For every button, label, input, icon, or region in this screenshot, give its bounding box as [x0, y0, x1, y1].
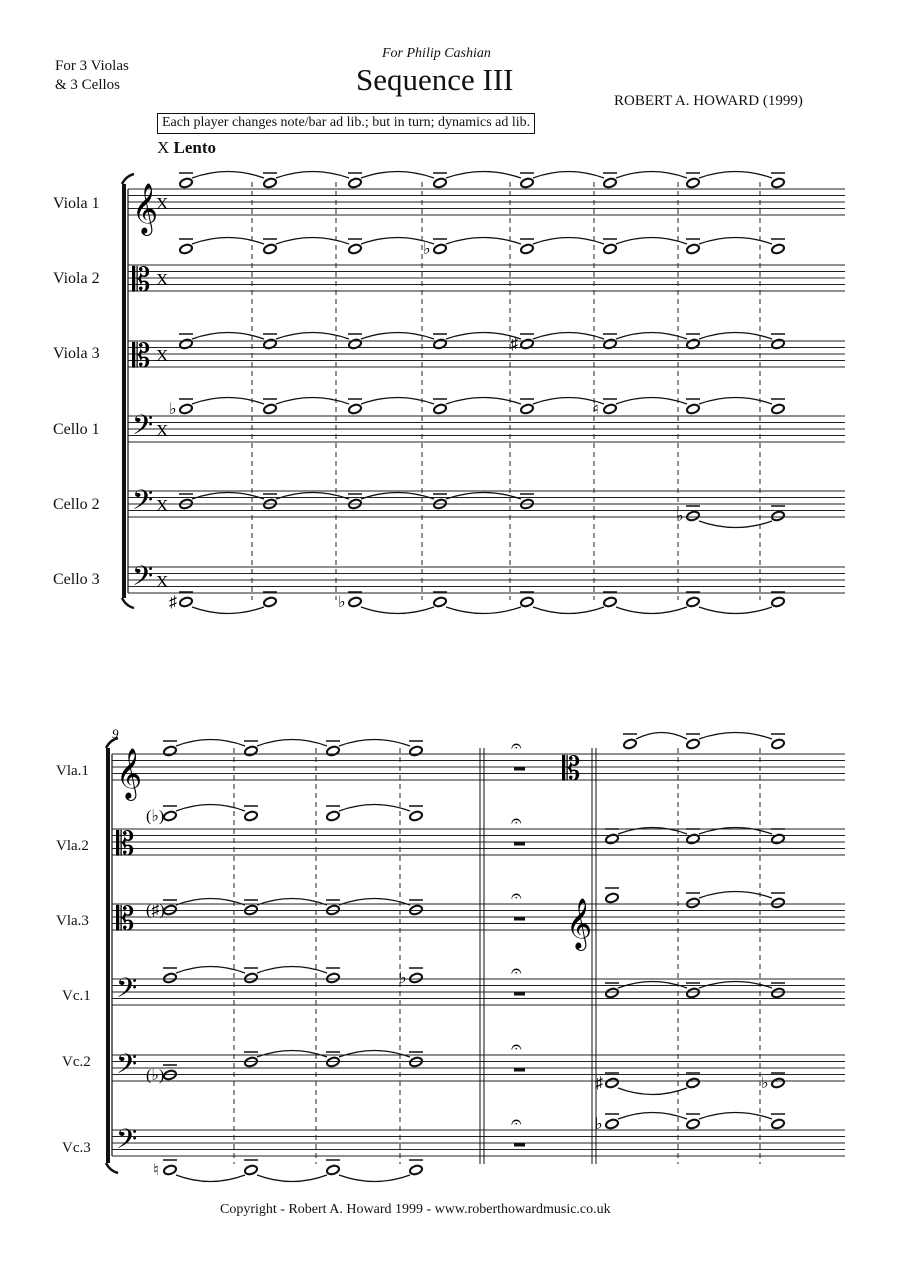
whole-note [686, 897, 700, 908]
fermata-icon: 𝄐 [511, 961, 522, 982]
sharp-icon: ♯ [595, 1075, 603, 1092]
system-2 [106, 733, 845, 1182]
tie-slur [339, 805, 410, 812]
tie-slur [276, 238, 349, 245]
whole-note [603, 403, 617, 414]
whole-note [433, 596, 447, 607]
sharp-icon: ♯ [169, 594, 177, 611]
whole-note [163, 745, 177, 756]
whole-note [603, 338, 617, 349]
whole-note [686, 833, 700, 844]
tie-slur [446, 607, 521, 614]
whole-note [326, 972, 340, 983]
whole-note [771, 987, 785, 998]
whole-note [179, 243, 193, 254]
whole-note [686, 987, 700, 998]
alto-clef-icon: 𝄡 [562, 752, 581, 788]
whole-note [326, 810, 340, 821]
whole-note [603, 177, 617, 188]
whole-note [605, 1118, 619, 1129]
beat-marker-x: X [156, 496, 169, 515]
whole-note [686, 243, 700, 254]
whole-note [605, 1077, 619, 1088]
bracket-hook [122, 174, 134, 184]
tie-slur [616, 238, 687, 245]
beat-marker-x: X [156, 194, 169, 213]
whole-note [433, 243, 447, 254]
alto-clef-icon: 𝄡 [132, 339, 151, 375]
tie-slur [618, 982, 687, 989]
tie-slur [192, 398, 264, 405]
whole-rest [514, 1068, 525, 1072]
sharp-icon: (♯) [146, 902, 165, 919]
whole-note [179, 596, 193, 607]
tie-slur [192, 493, 264, 500]
tie-slur [176, 967, 245, 974]
instrument-label-cello-1: Cello 1 [53, 421, 100, 438]
tie-slur [533, 333, 604, 340]
beat-marker-x: X [156, 346, 169, 365]
whole-note [179, 177, 193, 188]
whole-note [433, 338, 447, 349]
whole-note [348, 243, 362, 254]
instrument-label-viola-2: Viola 2 [53, 270, 100, 287]
tie-slur [276, 493, 349, 500]
tie-slur [361, 493, 434, 500]
natural-icon: ♮ [153, 1162, 159, 1179]
whole-note [244, 745, 258, 756]
fermata-icon: 𝄐 [511, 736, 522, 757]
whole-note [433, 403, 447, 414]
whole-note [623, 738, 637, 749]
whole-note [686, 1118, 700, 1129]
whole-note [244, 972, 258, 983]
whole-note [409, 972, 423, 983]
tie-slur [257, 740, 327, 747]
tie-slur [699, 828, 772, 835]
whole-note [771, 833, 785, 844]
tie-slur [636, 733, 687, 740]
measure-number: 9 [112, 726, 119, 741]
whole-note [686, 510, 700, 521]
whole-note [263, 243, 277, 254]
tie-slur [361, 607, 434, 614]
tie-slur [533, 172, 604, 179]
whole-note [244, 1056, 258, 1067]
whole-note [605, 833, 619, 844]
whole-note [348, 177, 362, 188]
copyright-notice: Copyright - Robert A. Howard 1999 - www.roberthowardmusic.co.uk [220, 1202, 611, 1217]
alto-clef-icon: 𝄡 [116, 902, 135, 938]
whole-note [179, 338, 193, 349]
whole-rest [514, 767, 525, 771]
alto-clef-icon: 𝄡 [116, 827, 135, 863]
tie-slur [276, 172, 349, 179]
whole-note [409, 745, 423, 756]
whole-rest [514, 992, 525, 996]
tie-slur [616, 172, 687, 179]
whole-note [771, 403, 785, 414]
whole-note [348, 403, 362, 414]
whole-note [244, 904, 258, 915]
whole-note [409, 810, 423, 821]
flat-icon: ♭ [761, 1075, 769, 1092]
whole-note [520, 403, 534, 414]
tie-slur [618, 1088, 687, 1095]
fermata-icon: 𝄐 [511, 1112, 522, 1133]
tie-slur [446, 172, 521, 179]
whole-note [409, 1164, 423, 1175]
whole-note [686, 1077, 700, 1088]
whole-note [179, 403, 193, 414]
whole-note [771, 897, 785, 908]
dedication: For Philip Cashian [382, 46, 491, 61]
instrument-label-viola-3: Viola 3 [53, 345, 100, 362]
tie-slur [339, 1051, 410, 1058]
whole-note [244, 810, 258, 821]
whole-note [605, 987, 619, 998]
tie-slur [276, 398, 349, 405]
tie-slur [699, 1113, 772, 1120]
whole-note [520, 177, 534, 188]
whole-note [771, 338, 785, 349]
whole-note [263, 338, 277, 349]
whole-note [771, 1077, 785, 1088]
tie-slur [176, 805, 245, 812]
tie-slur [533, 607, 604, 614]
composer-credit: ROBERT A. HOWARD (1999) [614, 93, 803, 109]
bass-clef-icon: 𝄢 [132, 562, 154, 599]
tie-slur [361, 333, 434, 340]
whole-note [686, 403, 700, 414]
piece-title: Sequence III [356, 62, 514, 97]
natural-icon: ♮ [593, 401, 599, 418]
treble-clef-icon: 𝄞 [116, 749, 143, 798]
whole-note [520, 338, 534, 349]
whole-note [433, 177, 447, 188]
instrument-label-cello-3: Cello 3 [53, 571, 100, 588]
tie-slur [618, 828, 687, 835]
tie-slur [699, 172, 772, 179]
instrument-label-viola-1: Viola 1 [53, 195, 100, 212]
tie-slur [192, 333, 264, 340]
whole-note [348, 596, 362, 607]
tie-slur [176, 740, 245, 747]
flat-icon: ♭ [338, 594, 346, 611]
tie-slur [699, 238, 772, 245]
whole-note [409, 1056, 423, 1067]
tie-slur [192, 172, 264, 179]
whole-note [520, 243, 534, 254]
tie-slur [618, 1113, 687, 1120]
instrument-label-vla-3: Vla.3 [56, 913, 89, 929]
whole-note [163, 1164, 177, 1175]
beat-marker-x: X [156, 421, 169, 440]
whole-note [771, 510, 785, 521]
whole-note [163, 972, 177, 983]
whole-note [771, 596, 785, 607]
flat-icon: ♭ [423, 241, 431, 258]
instrument-label-vla-2: Vla.2 [56, 838, 89, 854]
tie-slur [699, 733, 772, 740]
flat-icon: (♭) [146, 808, 165, 825]
tie-slur [176, 1175, 245, 1182]
whole-note [686, 738, 700, 749]
whole-note [603, 243, 617, 254]
instrumentation-line-2: & 3 Cellos [55, 77, 121, 93]
flat-icon: ♭ [169, 401, 177, 418]
instrument-label-cello-2: Cello 2 [53, 496, 100, 513]
bass-clef-icon: 𝄢 [116, 974, 138, 1011]
whole-note [771, 177, 785, 188]
flat-icon: ♭ [676, 508, 684, 525]
bracket-hook [122, 598, 134, 608]
performance-instruction: Each player changes note/bar ad lib.; but in turn; dynamics ad lib. [157, 113, 535, 134]
flat-icon: ♭ [595, 1116, 603, 1133]
tie-slur [339, 740, 410, 747]
whole-note [326, 1056, 340, 1067]
tie-slur [616, 333, 687, 340]
fermata-icon: 𝄐 [511, 811, 522, 832]
tie-slur [361, 398, 434, 405]
whole-rest [514, 842, 525, 846]
sharp-icon: ♯ [510, 336, 518, 353]
tie-slur [699, 892, 772, 899]
whole-note [771, 243, 785, 254]
whole-rest [514, 917, 525, 921]
instrument-label-vc-3: Vc.3 [62, 1140, 91, 1156]
tie-slur [699, 333, 772, 340]
whole-note [163, 810, 177, 821]
bass-clef-icon: 𝄢 [116, 1050, 138, 1087]
whole-note [244, 1164, 258, 1175]
tie-slur [361, 172, 434, 179]
bass-clef-icon: 𝄢 [132, 486, 154, 523]
whole-note [686, 338, 700, 349]
tempo-text: Lento [173, 138, 217, 157]
whole-note [686, 177, 700, 188]
whole-note [348, 338, 362, 349]
whole-note [163, 1069, 177, 1080]
beat-marker-x: X [156, 270, 169, 289]
tie-slur [276, 333, 349, 340]
whole-note [163, 904, 177, 915]
fermata-icon: 𝄐 [511, 1037, 522, 1058]
whole-note [263, 177, 277, 188]
fermata-icon: 𝄐 [511, 886, 522, 907]
tie-slur [339, 1175, 410, 1182]
tie-slur [699, 398, 772, 405]
beat-marker-x: X [156, 572, 169, 591]
tie-slur [192, 238, 264, 245]
treble-clef-icon: 𝄞 [132, 184, 159, 233]
tie-slur [192, 607, 264, 614]
whole-note [520, 596, 534, 607]
instrument-label-vc-1: Vc.1 [62, 988, 91, 1004]
whole-note [605, 892, 619, 903]
system-1 [122, 172, 845, 614]
whole-note [603, 596, 617, 607]
whole-note [263, 596, 277, 607]
bracket-hook [106, 1163, 118, 1173]
whole-note [771, 1118, 785, 1129]
instrumentation-line-1: For 3 Violas [55, 58, 129, 74]
instrument-label-vc-2: Vc.2 [62, 1054, 91, 1070]
whole-note [771, 738, 785, 749]
bass-clef-icon: 𝄢 [132, 411, 154, 448]
whole-note [263, 403, 277, 414]
alto-clef-icon: 𝄡 [132, 263, 151, 299]
instrument-label-vla-1: Vla.1 [56, 763, 89, 779]
whole-note [409, 904, 423, 915]
tempo-beat-marker: X [157, 138, 170, 157]
whole-note [326, 904, 340, 915]
whole-note [686, 596, 700, 607]
tie-slur [616, 398, 687, 405]
flat-icon: ♭ [399, 970, 407, 987]
whole-note [326, 1164, 340, 1175]
tie-slur [257, 1175, 327, 1182]
tie-slur [699, 607, 772, 614]
tie-slur [533, 238, 604, 245]
whole-note [326, 745, 340, 756]
tie-slur [699, 521, 772, 528]
bass-clef-icon: 𝄢 [116, 1125, 138, 1162]
tie-slur [699, 982, 772, 989]
tie-slur [616, 607, 687, 614]
treble-clef-icon: 𝄞 [566, 899, 593, 948]
whole-rest [514, 1143, 525, 1147]
flat-icon: (♭) [146, 1067, 165, 1084]
